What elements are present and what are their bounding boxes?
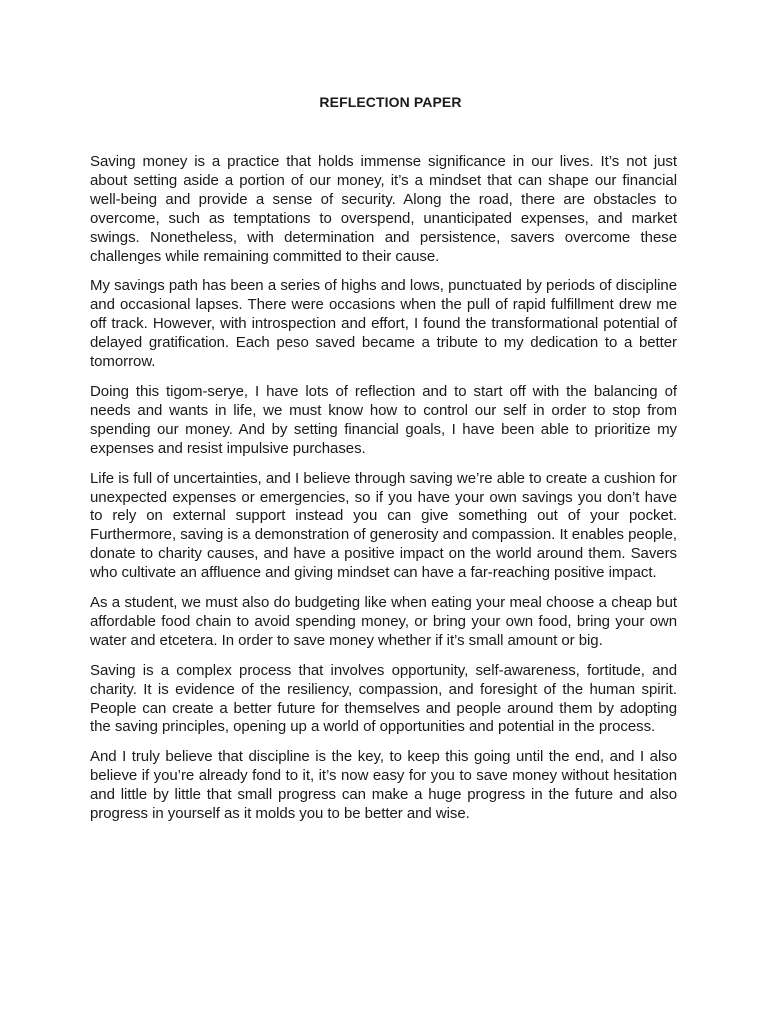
paragraph-5: As a student, we must also do budgeting like when eating your meal choose a cheap but affordable food chain to avoid spending money, or bring your own food, bring your own water and etcetera. In order to save money whether if it’s small amount or big. — [90, 594, 677, 649]
paragraph-1: Saving money is a practice that holds immense significance in our lives. It’s not just about setting aside a portion of our money, it’s a mindset that can shape our financial well-being and provide a sense of security. Along the road, there are obstacles to overcome, such as temptations to overspend, unanticipated expenses, and market swings. Nonetheless, with determination and persistence, savers overcome these challenges while remaining committed to their cause. — [90, 153, 677, 265]
paragraph-6: Saving is a complex process that involves opportunity, self-awareness, fortitude, and charity. It is evidence of the resiliency, compassion, and foresight of the human spirit. People can create a better future for themselves and people around them by adopting the saving principles, opening up a world of opportunities and potential in the process. — [90, 661, 677, 736]
paragraph-4: Life is full of uncertainties, and I believe through saving we’re able to create a cushion for unexpected expenses or emergencies, so if you have your own savings you don’t have to rely on external support instead you can give something out of your pocket. Furthermore, saving is a demonstration of generosity and compassion. It enables people, donate to charity causes, and have a positive impact on the world around them. Savers who cultivate an affluence and giving mindset can have a far-reaching positive impact. — [90, 469, 677, 582]
paragraph-3: Doing this tigom-serye, I have lots of reflection and to start off with the balancing of needs and wants in life, we must know how to control our self in order to stop from spending our money. And by setting financial goals, I have been able to prioritize my expenses and resist impulsive purchases. — [90, 382, 677, 457]
paragraph-7: And I truly believe that discipline is the key, to keep this going until the end, and I also believe if you’re already fond to it, it’s now easy for you to save money without hesitation and little by little that small progress can make a huge progress in the future and also progress in yourself as it molds you to be better and wise. — [90, 748, 677, 823]
document-title: REFLECTION PAPER — [319, 94, 462, 110]
paragraph-2: My savings path has been a series of highs and lows, punctuated by periods of discipline and occasional lapses. There were occasions when the pull of rapid fulfillment drew me off track. However, with introspection and effort, I found the transformational potential of delayed gratification. Each peso saved became a tribute to my dedication to a better tomorrow. — [90, 277, 677, 371]
document-body — [90, 153, 677, 824]
